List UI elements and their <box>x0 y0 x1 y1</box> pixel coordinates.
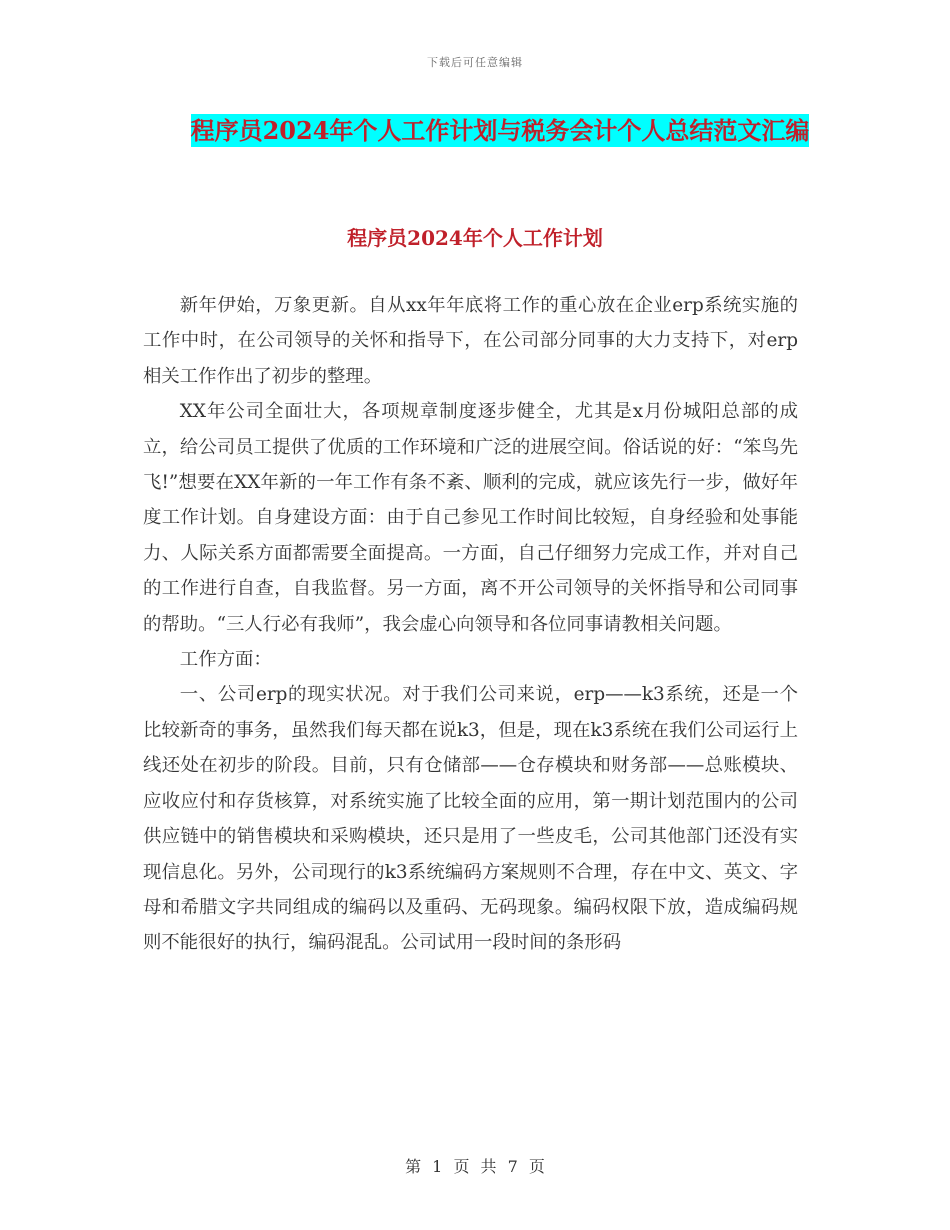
document-body <box>143 288 798 961</box>
document-title-text: 程序员2024年个人工作计划与税务会计个人总结范文汇编 <box>190 116 810 145</box>
page-footer: 第 1 页 共 7 页 <box>405 1157 545 1176</box>
header-note: 下载后可任意编辑 <box>427 56 523 69</box>
paragraph-3: 工作方面： <box>179 649 272 671</box>
paragraph-4: 一、公司erp的现实状况。对于我们公司来说，erp——k3系统，还是一个比较新奇的事务，虽然我们每天都在说k3，但是，现在k3系统在我们公司运行上线还处在初步的阶段。目前，只有仓储部——仓存模块和财务部——总账模块、应收应付和存货核算，对系统实施了比较全面的应用，第一期计划范围内的公司供应链中的销售模块和采购模块，还只是用了一些皮毛，公司其他部门还没有实现信息化。另外，公司现行的k3系统编码方案规则不合理，存在中文、英文、字母和希腊文字共同组成的编码以及重码、无码现象。编码权限下放，造成编码规则不能很好的执行，编码混乱。公司试用一段时间的条形码 <box>143 684 798 954</box>
section-title: 程序员2024年个人工作计划 <box>347 226 603 250</box>
paragraph-2: XX年公司全面壮大，各项规章制度逐步健全，尤其是x月份城阳总部的成立，给公司员工提供了优质的工作环境和广泛的进展空间。俗话说的好：“笨鸟先飞!”想要在XX年新的一年工作有条不紊、顺利的完成，就应该先行一步，做好年度工作计划。自身建设方面：由于自己参见工作时间比较短，自身经验和处事能力、人际关系方面都需要全面提高。一方面，自己仔细努力完成工作，并对自己的工作进行自查，自我监督。另一方面，离不开公司领导的关怀指导和公司同事的帮助。“三人行必有我师”，我会虚心向领导和各位同事请教相关问题。 <box>143 401 798 635</box>
document-title <box>140 108 860 154</box>
paragraph-1: 新年伊始，万象更新。自从xx年年底将工作的重心放在企业erp系统实施的工作中时，在公司领导的关怀和指导下，在公司部分同事的大力支持下，对erp相关工作作出了初步的整理。 <box>143 295 798 387</box>
